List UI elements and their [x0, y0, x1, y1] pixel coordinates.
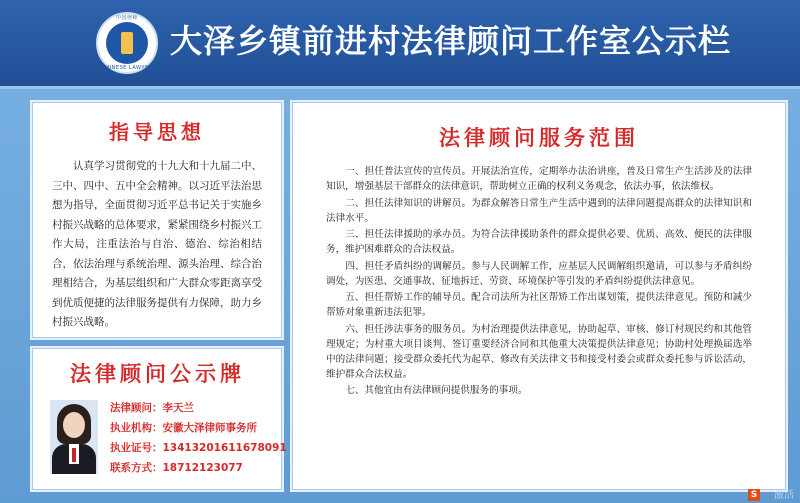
emblem-top-text: 中国律师 — [115, 15, 138, 21]
advisor-license-row — [110, 438, 287, 458]
service-scope-title: 法律顾问服务范围 — [439, 125, 639, 150]
photo-tie — [72, 448, 76, 462]
scope-item: 三、担任法律援助的承办员。为符合法律援助条件的群众提供必要、优质、高效、便民的法律服务，维护困难群众的合法权益。 — [326, 229, 752, 255]
advisor-sign-panel — [30, 346, 287, 492]
service-scope-list — [326, 164, 752, 398]
advisor-name-value: 李天兰 — [162, 402, 194, 414]
advisor-contact-row — [110, 458, 278, 478]
advisor-firm-value: 安徽大泽律师事务所 — [162, 422, 257, 434]
guiding-thought-panel — [30, 100, 284, 340]
guiding-thought-text: 认真学习贯彻党的十九大和十九届二中、三中、四中、五中全会精神。以习近平法治思想为指导，全面贯彻习近平总书记关于实施乡村振兴战略的总体要求，紧紧围绕乡村振兴工作大局，注重法治与自治、德治、综治相结合，依法治理与系统治理、源头治理、综合治理相结合，为基层组织和广大群众零距离享受到优质便捷的法律服务提供有力保障，助力乡村振兴战略。 — [52, 160, 262, 328]
guiding-thought-title: 指导思想 — [109, 120, 205, 144]
advisor-contact-label: 联系方式： — [110, 462, 163, 474]
advisor-firm-row — [110, 418, 278, 438]
photo-face — [63, 412, 85, 438]
lawyer-emblem-icon — [96, 12, 158, 74]
advisor-photo — [50, 400, 98, 474]
scope-item: 七、其他宜由有法律顾问提供服务的事项。 — [345, 385, 528, 396]
advisor-license-label: 执业证号： — [110, 442, 163, 454]
watermark-badge-icon: S — [748, 489, 760, 501]
scope-item: 一、担任普法宣传的宣传员。开展法治宣传，定期举办法治讲座，普及日常生产生活涉及的法律知识，增强基层干部群众的法律意识，帮助树立正确的权利义务观念，依法办事，依法维权。 — [326, 166, 752, 192]
advisor-info — [110, 398, 287, 478]
service-scope-panel — [290, 100, 788, 492]
advisor-license-value: 13413201611678091 — [162, 442, 287, 454]
emblem-bottom-text: CHINESE LAWYER — [101, 65, 153, 71]
scope-item: 四、担任矛盾纠纷的调解员。参与人民调解工作，应基层人民调解组织邀请，可以参与矛盾纠纷调处，为医患、交通事故、征地拆迁、劳资、环境保护等引发的矛盾纠纷提供法律意见。 — [326, 260, 752, 287]
header-banner — [0, 0, 800, 89]
board-title: 大泽乡镇前进村法律顾问工作室公示栏 — [170, 22, 732, 60]
advisor-contact-value: 18712123077 — [162, 462, 243, 474]
advisor-sign-title: 法律顾问公示牌 — [70, 361, 245, 386]
scope-item: 五、担任帮矫工作的辅导员。配合司法所为社区帮矫工作出谋划策，提供法律意见。预防和减少帮矫对象重新违法犯罪。 — [326, 292, 752, 318]
emblem-inner — [106, 22, 148, 64]
scope-item: 二、担任法律知识的讲解员。为群众解答日常生产生活中遇到的法律问题提高群众的法律知识和法律水平。 — [326, 197, 752, 224]
advisor-name-label: 法律顾问： — [110, 402, 163, 414]
advisor-name-row — [110, 398, 278, 418]
emblem-mark — [121, 32, 133, 54]
watermark-text: 激活 — [774, 490, 794, 501]
scope-item: 六、担任涉法事务的服务员。为村治理提供法律意见，协助起草、审核、修订村规民约和其他管理规定；为村重大项目谈判、签订重要经济合同和其他重大决策提供法律意见；协助村处理换届选举中的法律问题；接受群众委托代为起草、修改有关法律文书和接受村委会或群众委托参与诉讼活动，维护群众合法权益。 — [326, 323, 752, 380]
advisor-firm-label: 执业机构： — [110, 422, 163, 434]
